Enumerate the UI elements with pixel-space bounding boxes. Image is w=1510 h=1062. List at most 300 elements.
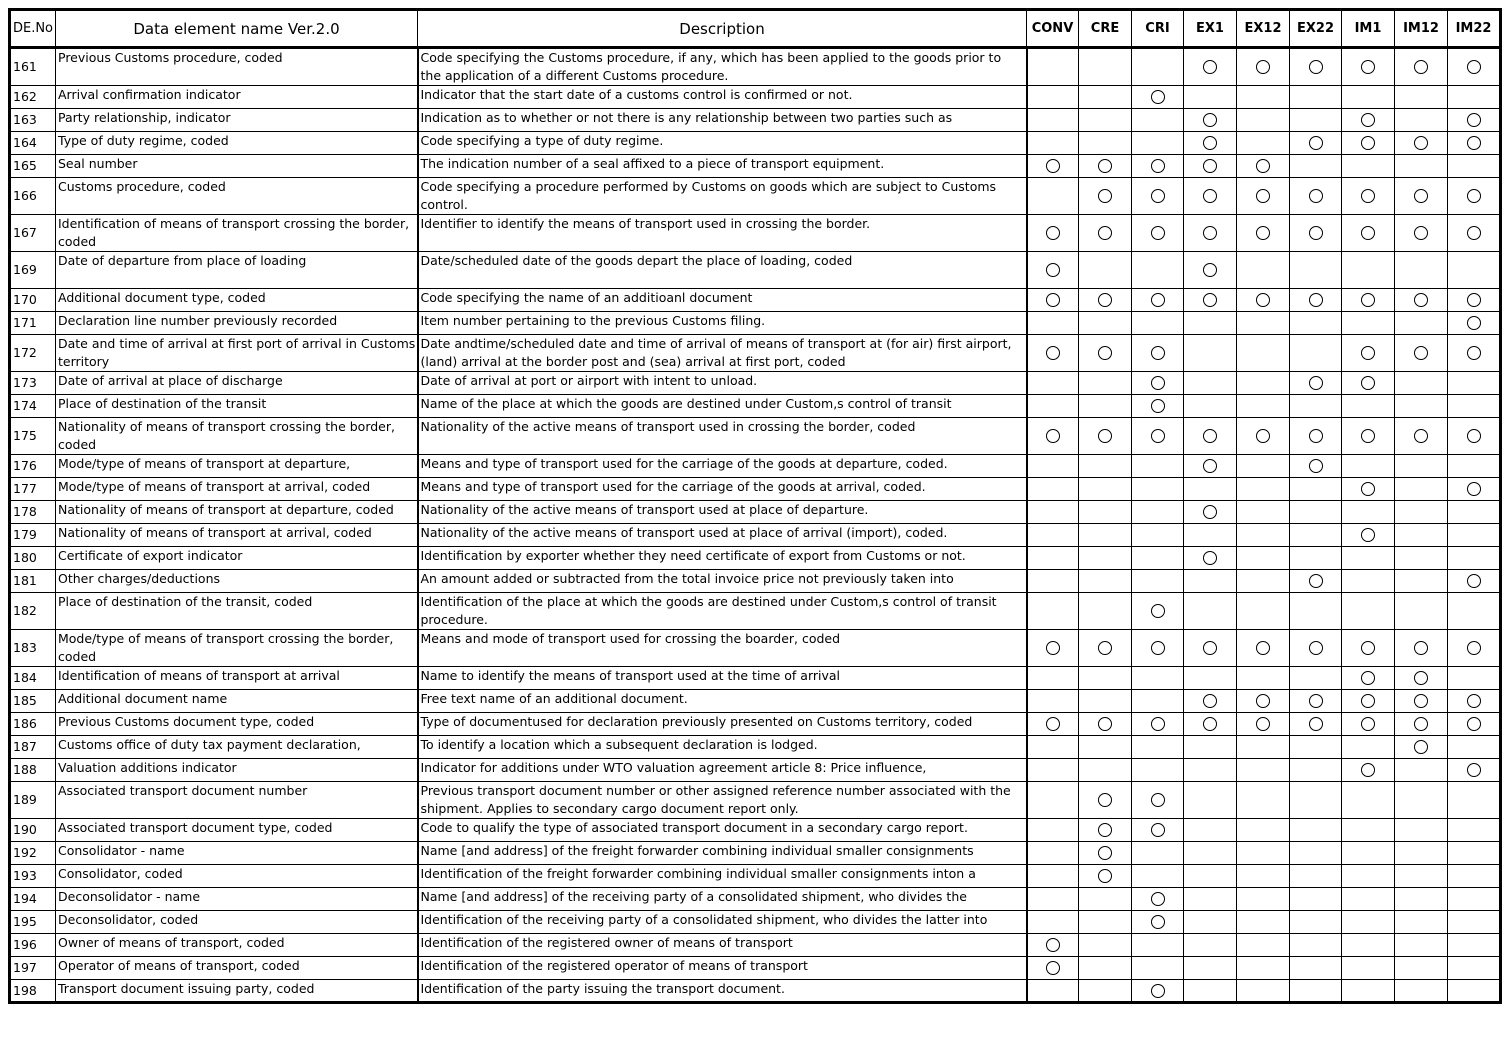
- mark-cell-im22: [1448, 934, 1501, 957]
- table-row: [10, 759, 1501, 782]
- applicable-circle-mark: [1256, 641, 1270, 655]
- mark-cell-im12: [1395, 980, 1448, 1003]
- applicable-circle-mark: [1046, 293, 1060, 307]
- mark-cell-im22: [1448, 252, 1501, 289]
- applicable-circle-mark: [1309, 717, 1323, 731]
- de-no-cell: 183: [10, 630, 56, 667]
- de-no-cell: 179: [10, 524, 56, 547]
- mark-cell-conv: [1027, 312, 1079, 335]
- mark-cell-im1: [1342, 478, 1395, 501]
- applicable-circle-mark: [1151, 429, 1165, 443]
- mark-cell-conv: [1027, 782, 1079, 819]
- mark-cell-im22: [1448, 690, 1501, 713]
- applicable-circle-mark: [1361, 189, 1375, 203]
- applicable-circle-mark: [1256, 159, 1270, 173]
- applicable-circle-mark: [1467, 763, 1481, 777]
- mark-cell-im22: [1448, 759, 1501, 782]
- table-row: [10, 865, 1501, 888]
- data-element-name-cell: Seal number: [56, 155, 418, 178]
- mark-cell-conv: [1027, 478, 1079, 501]
- mark-cell-cre: [1079, 570, 1132, 593]
- applicable-circle-mark: [1467, 113, 1481, 127]
- mark-cell-cri: [1132, 547, 1184, 570]
- mark-cell-ex22: [1290, 888, 1342, 911]
- applicable-circle-mark: [1203, 459, 1217, 473]
- de-no-cell: 185: [10, 690, 56, 713]
- mark-cell-cre: [1079, 865, 1132, 888]
- mark-cell-cri: [1132, 713, 1184, 736]
- mark-cell-cri: [1132, 132, 1184, 155]
- mark-cell-ex12: [1237, 132, 1290, 155]
- de-no-cell: 163: [10, 109, 56, 132]
- mark-cell-ex1: [1184, 736, 1237, 759]
- table-row: [10, 155, 1501, 178]
- mark-cell-cri: [1132, 109, 1184, 132]
- mark-cell-ex12: [1237, 736, 1290, 759]
- mark-cell-conv: [1027, 178, 1079, 215]
- description-cell: Date of arrival at port or airport with intent to unload.: [418, 372, 1027, 395]
- de-no-cell: 184: [10, 667, 56, 690]
- mark-cell-im22: [1448, 593, 1501, 630]
- mark-cell-ex22: [1290, 547, 1342, 570]
- mark-cell-im22: [1448, 570, 1501, 593]
- header-ex1: EX1: [1184, 10, 1237, 48]
- description-cell: Nationality of the active means of transport used at place of arrival (import), coded.: [418, 524, 1027, 547]
- mark-cell-im22: [1448, 48, 1501, 86]
- mark-cell-im1: [1342, 865, 1395, 888]
- mark-cell-im1: [1342, 547, 1395, 570]
- mark-cell-conv: [1027, 570, 1079, 593]
- mark-cell-ex1: [1184, 865, 1237, 888]
- applicable-circle-mark: [1467, 482, 1481, 496]
- table-row: [10, 690, 1501, 713]
- data-element-name-cell: Deconsolidator - name: [56, 888, 418, 911]
- mark-cell-im12: [1395, 132, 1448, 155]
- applicable-circle-mark: [1414, 429, 1428, 443]
- mark-cell-cre: [1079, 630, 1132, 667]
- table-row: [10, 911, 1501, 934]
- mark-cell-im1: [1342, 630, 1395, 667]
- mark-cell-cre: [1079, 395, 1132, 418]
- applicable-circle-mark: [1151, 641, 1165, 655]
- applicable-circle-mark: [1203, 429, 1217, 443]
- mark-cell-cre: [1079, 524, 1132, 547]
- mark-cell-ex12: [1237, 980, 1290, 1003]
- mark-cell-cri: [1132, 289, 1184, 312]
- data-element-name-cell: Date of arrival at place of discharge: [56, 372, 418, 395]
- mark-cell-im22: [1448, 957, 1501, 980]
- mark-cell-im12: [1395, 215, 1448, 252]
- table-body: [10, 48, 1501, 1003]
- data-element-name-cell: Consolidator, coded: [56, 865, 418, 888]
- de-no-cell: 161: [10, 48, 56, 86]
- mark-cell-ex1: [1184, 155, 1237, 178]
- mark-cell-im22: [1448, 335, 1501, 372]
- mark-cell-cri: [1132, 312, 1184, 335]
- data-element-name-cell: Party relationship, indicator: [56, 109, 418, 132]
- description-cell: Identification of the party issuing the transport document.: [418, 980, 1027, 1003]
- data-element-name-cell: Date and time of arrival at first port of arrival in Customs territory: [56, 335, 418, 372]
- mark-cell-im22: [1448, 312, 1501, 335]
- mark-cell-ex22: [1290, 593, 1342, 630]
- description-cell: Identification of the freight forwarder combining individual smaller consignments inton a: [418, 865, 1027, 888]
- de-no-cell: 174: [10, 395, 56, 418]
- applicable-circle-mark: [1414, 293, 1428, 307]
- mark-cell-conv: [1027, 888, 1079, 911]
- data-element-name-cell: Additional document type, coded: [56, 289, 418, 312]
- applicable-circle-mark: [1098, 226, 1112, 240]
- applicable-circle-mark: [1309, 641, 1323, 655]
- applicable-circle-mark: [1467, 574, 1481, 588]
- mark-cell-im12: [1395, 372, 1448, 395]
- mark-cell-im12: [1395, 178, 1448, 215]
- data-element-name-cell: Nationality of means of transport at arrival, coded: [56, 524, 418, 547]
- mark-cell-im12: [1395, 957, 1448, 980]
- data-element-name-cell: Certificate of export indicator: [56, 547, 418, 570]
- mark-cell-ex22: [1290, 155, 1342, 178]
- mark-cell-ex12: [1237, 478, 1290, 501]
- applicable-circle-mark: [1203, 113, 1217, 127]
- applicable-circle-mark: [1203, 263, 1217, 277]
- description-cell: Means and mode of transport used for crossing the boarder, coded: [418, 630, 1027, 667]
- description-cell: Code specifying a procedure performed by Customs on goods which are subject to Customs control.: [418, 178, 1027, 215]
- mark-cell-im1: [1342, 86, 1395, 109]
- applicable-circle-mark: [1309, 574, 1323, 588]
- de-no-cell: 189: [10, 782, 56, 819]
- mark-cell-ex22: [1290, 911, 1342, 934]
- mark-cell-im1: [1342, 252, 1395, 289]
- mark-cell-cre: [1079, 215, 1132, 252]
- mark-cell-ex12: [1237, 593, 1290, 630]
- mark-cell-ex12: [1237, 418, 1290, 455]
- mark-cell-ex22: [1290, 690, 1342, 713]
- applicable-circle-mark: [1098, 793, 1112, 807]
- mark-cell-im22: [1448, 215, 1501, 252]
- applicable-circle-mark: [1361, 226, 1375, 240]
- mark-cell-cri: [1132, 934, 1184, 957]
- data-element-name-cell: Customs procedure, coded: [56, 178, 418, 215]
- mark-cell-ex12: [1237, 782, 1290, 819]
- data-element-name-cell: Valuation additions indicator: [56, 759, 418, 782]
- mark-cell-ex12: [1237, 865, 1290, 888]
- mark-cell-ex1: [1184, 86, 1237, 109]
- applicable-circle-mark: [1046, 641, 1060, 655]
- header-im12: IM12: [1395, 10, 1448, 48]
- applicable-circle-mark: [1203, 159, 1217, 173]
- mark-cell-im22: [1448, 736, 1501, 759]
- mark-cell-cri: [1132, 911, 1184, 934]
- mark-cell-cri: [1132, 455, 1184, 478]
- mark-cell-im22: [1448, 865, 1501, 888]
- table-row: [10, 593, 1501, 630]
- mark-cell-ex12: [1237, 690, 1290, 713]
- mark-cell-im12: [1395, 252, 1448, 289]
- mark-cell-ex1: [1184, 593, 1237, 630]
- mark-cell-ex22: [1290, 132, 1342, 155]
- applicable-circle-mark: [1203, 136, 1217, 150]
- header-description: Description: [418, 10, 1027, 48]
- mark-cell-im12: [1395, 842, 1448, 865]
- mark-cell-ex22: [1290, 86, 1342, 109]
- table-row: [10, 524, 1501, 547]
- mark-cell-im1: [1342, 155, 1395, 178]
- mark-cell-im22: [1448, 155, 1501, 178]
- de-no-cell: 164: [10, 132, 56, 155]
- de-no-cell: 165: [10, 155, 56, 178]
- table-row: [10, 48, 1501, 86]
- mark-cell-ex1: [1184, 980, 1237, 1003]
- mark-cell-im1: [1342, 842, 1395, 865]
- applicable-circle-mark: [1414, 717, 1428, 731]
- mark-cell-cri: [1132, 667, 1184, 690]
- applicable-circle-mark: [1046, 226, 1060, 240]
- mark-cell-ex1: [1184, 109, 1237, 132]
- mark-cell-im12: [1395, 736, 1448, 759]
- mark-cell-ex1: [1184, 395, 1237, 418]
- de-no-cell: 167: [10, 215, 56, 252]
- description-cell: Identification by exporter whether they need certificate of export from Customs or not.: [418, 547, 1027, 570]
- de-no-cell: 190: [10, 819, 56, 842]
- mark-cell-im1: [1342, 736, 1395, 759]
- mark-cell-conv: [1027, 455, 1079, 478]
- de-no-cell: 176: [10, 455, 56, 478]
- applicable-circle-mark: [1414, 694, 1428, 708]
- applicable-circle-mark: [1256, 226, 1270, 240]
- de-no-cell: 193: [10, 865, 56, 888]
- mark-cell-im1: [1342, 934, 1395, 957]
- mark-cell-conv: [1027, 155, 1079, 178]
- mark-cell-ex22: [1290, 842, 1342, 865]
- mark-cell-im22: [1448, 980, 1501, 1003]
- mark-cell-ex1: [1184, 713, 1237, 736]
- mark-cell-ex22: [1290, 980, 1342, 1003]
- mark-cell-im12: [1395, 418, 1448, 455]
- mark-cell-conv: [1027, 501, 1079, 524]
- applicable-circle-mark: [1203, 505, 1217, 519]
- mark-cell-ex12: [1237, 819, 1290, 842]
- mark-cell-ex22: [1290, 759, 1342, 782]
- applicable-circle-mark: [1361, 694, 1375, 708]
- mark-cell-im1: [1342, 759, 1395, 782]
- mark-cell-ex22: [1290, 418, 1342, 455]
- mark-cell-im1: [1342, 593, 1395, 630]
- mark-cell-cre: [1079, 86, 1132, 109]
- mark-cell-cre: [1079, 888, 1132, 911]
- mark-cell-conv: [1027, 957, 1079, 980]
- mark-cell-cri: [1132, 782, 1184, 819]
- mark-cell-conv: [1027, 713, 1079, 736]
- mark-cell-im1: [1342, 501, 1395, 524]
- mark-cell-ex1: [1184, 455, 1237, 478]
- mark-cell-conv: [1027, 524, 1079, 547]
- mark-cell-conv: [1027, 289, 1079, 312]
- applicable-circle-mark: [1046, 429, 1060, 443]
- applicable-circle-mark: [1309, 60, 1323, 74]
- table-row: [10, 570, 1501, 593]
- mark-cell-im12: [1395, 48, 1448, 86]
- data-element-name-cell: Consolidator - name: [56, 842, 418, 865]
- de-no-cell: 181: [10, 570, 56, 593]
- mark-cell-im12: [1395, 690, 1448, 713]
- mark-cell-ex12: [1237, 289, 1290, 312]
- mark-cell-cre: [1079, 155, 1132, 178]
- mark-cell-im22: [1448, 888, 1501, 911]
- applicable-circle-mark: [1361, 346, 1375, 360]
- mark-cell-im22: [1448, 109, 1501, 132]
- mark-cell-ex22: [1290, 109, 1342, 132]
- table-row: [10, 395, 1501, 418]
- table-row: [10, 178, 1501, 215]
- data-element-name-cell: Owner of means of transport, coded: [56, 934, 418, 957]
- mark-cell-ex12: [1237, 395, 1290, 418]
- mark-cell-cre: [1079, 980, 1132, 1003]
- mark-cell-ex12: [1237, 524, 1290, 547]
- header-ex12: EX12: [1237, 10, 1290, 48]
- applicable-circle-mark: [1414, 740, 1428, 754]
- mark-cell-cri: [1132, 570, 1184, 593]
- mark-cell-ex1: [1184, 690, 1237, 713]
- mark-cell-im12: [1395, 934, 1448, 957]
- mark-cell-conv: [1027, 736, 1079, 759]
- table-row: [10, 478, 1501, 501]
- mark-cell-cre: [1079, 957, 1132, 980]
- table-row: [10, 782, 1501, 819]
- mark-cell-im12: [1395, 759, 1448, 782]
- mark-cell-ex1: [1184, 842, 1237, 865]
- mark-cell-ex22: [1290, 48, 1342, 86]
- mark-cell-im12: [1395, 713, 1448, 736]
- applicable-circle-mark: [1151, 346, 1165, 360]
- mark-cell-conv: [1027, 109, 1079, 132]
- mark-cell-im1: [1342, 911, 1395, 934]
- mark-cell-conv: [1027, 911, 1079, 934]
- data-element-name-cell: Nationality of means of transport crossing the border, coded: [56, 418, 418, 455]
- mark-cell-conv: [1027, 690, 1079, 713]
- table-row: [10, 819, 1501, 842]
- applicable-circle-mark: [1098, 846, 1112, 860]
- applicable-circle-mark: [1309, 694, 1323, 708]
- mark-cell-cri: [1132, 395, 1184, 418]
- mark-cell-ex12: [1237, 667, 1290, 690]
- mark-cell-ex22: [1290, 630, 1342, 667]
- description-cell: Identification of the place at which the goods are destined under Custom,s control of transit procedure.: [418, 593, 1027, 630]
- description-cell: To identify a location which a subsequent declaration is lodged.: [418, 736, 1027, 759]
- applicable-circle-mark: [1467, 316, 1481, 330]
- data-element-name-cell: Operator of means of transport, coded: [56, 957, 418, 980]
- mark-cell-ex1: [1184, 215, 1237, 252]
- mark-cell-im12: [1395, 593, 1448, 630]
- mark-cell-ex1: [1184, 372, 1237, 395]
- mark-cell-im1: [1342, 980, 1395, 1003]
- de-no-cell: 178: [10, 501, 56, 524]
- mark-cell-conv: [1027, 418, 1079, 455]
- mark-cell-ex22: [1290, 736, 1342, 759]
- applicable-circle-mark: [1361, 429, 1375, 443]
- applicable-circle-mark: [1414, 136, 1428, 150]
- mark-cell-im1: [1342, 289, 1395, 312]
- mark-cell-ex1: [1184, 335, 1237, 372]
- data-element-name-cell: Nationality of means of transport at departure, coded: [56, 501, 418, 524]
- data-element-name-cell: Associated transport document type, coded: [56, 819, 418, 842]
- mark-cell-ex22: [1290, 478, 1342, 501]
- applicable-circle-mark: [1361, 136, 1375, 150]
- mark-cell-ex12: [1237, 455, 1290, 478]
- mark-cell-cre: [1079, 547, 1132, 570]
- mark-cell-conv: [1027, 86, 1079, 109]
- data-element-name-cell: Declaration line number previously recorded: [56, 312, 418, 335]
- mark-cell-im1: [1342, 570, 1395, 593]
- applicable-circle-mark: [1467, 226, 1481, 240]
- description-cell: Date/scheduled date of the goods depart the place of loading, coded: [418, 252, 1027, 289]
- mark-cell-ex12: [1237, 86, 1290, 109]
- applicable-circle-mark: [1098, 293, 1112, 307]
- table-row: [10, 418, 1501, 455]
- applicable-circle-mark: [1151, 823, 1165, 837]
- mark-cell-im22: [1448, 630, 1501, 667]
- mark-cell-ex22: [1290, 215, 1342, 252]
- header-cre: CRE: [1079, 10, 1132, 48]
- applicable-circle-mark: [1256, 717, 1270, 731]
- applicable-circle-mark: [1361, 763, 1375, 777]
- mark-cell-im22: [1448, 819, 1501, 842]
- mark-cell-ex1: [1184, 178, 1237, 215]
- mark-cell-cri: [1132, 372, 1184, 395]
- de-no-cell: 187: [10, 736, 56, 759]
- description-cell: Code to qualify the type of associated transport document in a secondary cargo report.: [418, 819, 1027, 842]
- table-row: [10, 289, 1501, 312]
- description-cell: Indication as to whether or not there is any relationship between two parties such as: [418, 109, 1027, 132]
- mark-cell-im12: [1395, 667, 1448, 690]
- applicable-circle-mark: [1151, 892, 1165, 906]
- description-cell: Indicator for additions under WTO valuation agreement article 8: Price influence,: [418, 759, 1027, 782]
- applicable-circle-mark: [1151, 376, 1165, 390]
- table-row: [10, 86, 1501, 109]
- mark-cell-im12: [1395, 395, 1448, 418]
- mark-cell-conv: [1027, 934, 1079, 957]
- mark-cell-cre: [1079, 178, 1132, 215]
- applicable-circle-mark: [1046, 159, 1060, 173]
- mark-cell-cri: [1132, 888, 1184, 911]
- mark-cell-ex22: [1290, 934, 1342, 957]
- applicable-circle-mark: [1361, 671, 1375, 685]
- mark-cell-ex22: [1290, 372, 1342, 395]
- mark-cell-ex12: [1237, 713, 1290, 736]
- applicable-circle-mark: [1151, 226, 1165, 240]
- applicable-circle-mark: [1098, 869, 1112, 883]
- data-element-name-cell: Type of duty regime, coded: [56, 132, 418, 155]
- data-element-name-cell: Previous Customs procedure, coded: [56, 48, 418, 86]
- applicable-circle-mark: [1256, 694, 1270, 708]
- applicable-circle-mark: [1046, 938, 1060, 952]
- mark-cell-cre: [1079, 934, 1132, 957]
- mark-cell-cri: [1132, 865, 1184, 888]
- mark-cell-conv: [1027, 335, 1079, 372]
- data-element-name-cell: Identification of means of transport crossing the border, coded: [56, 215, 418, 252]
- mark-cell-im1: [1342, 819, 1395, 842]
- applicable-circle-mark: [1361, 376, 1375, 390]
- mark-cell-ex1: [1184, 888, 1237, 911]
- mark-cell-im12: [1395, 819, 1448, 842]
- table-row: [10, 455, 1501, 478]
- mark-cell-conv: [1027, 865, 1079, 888]
- header-de-no: DE.No: [10, 10, 56, 48]
- description-cell: Previous transport document number or other assigned reference number associated with the shipment. Applies to secondary cargo document report only.: [418, 782, 1027, 819]
- table-row: [10, 109, 1501, 132]
- de-no-cell: 166: [10, 178, 56, 215]
- description-cell: The indication number of a seal affixed to a piece of transport equipment.: [418, 155, 1027, 178]
- applicable-circle-mark: [1467, 136, 1481, 150]
- applicable-circle-mark: [1046, 961, 1060, 975]
